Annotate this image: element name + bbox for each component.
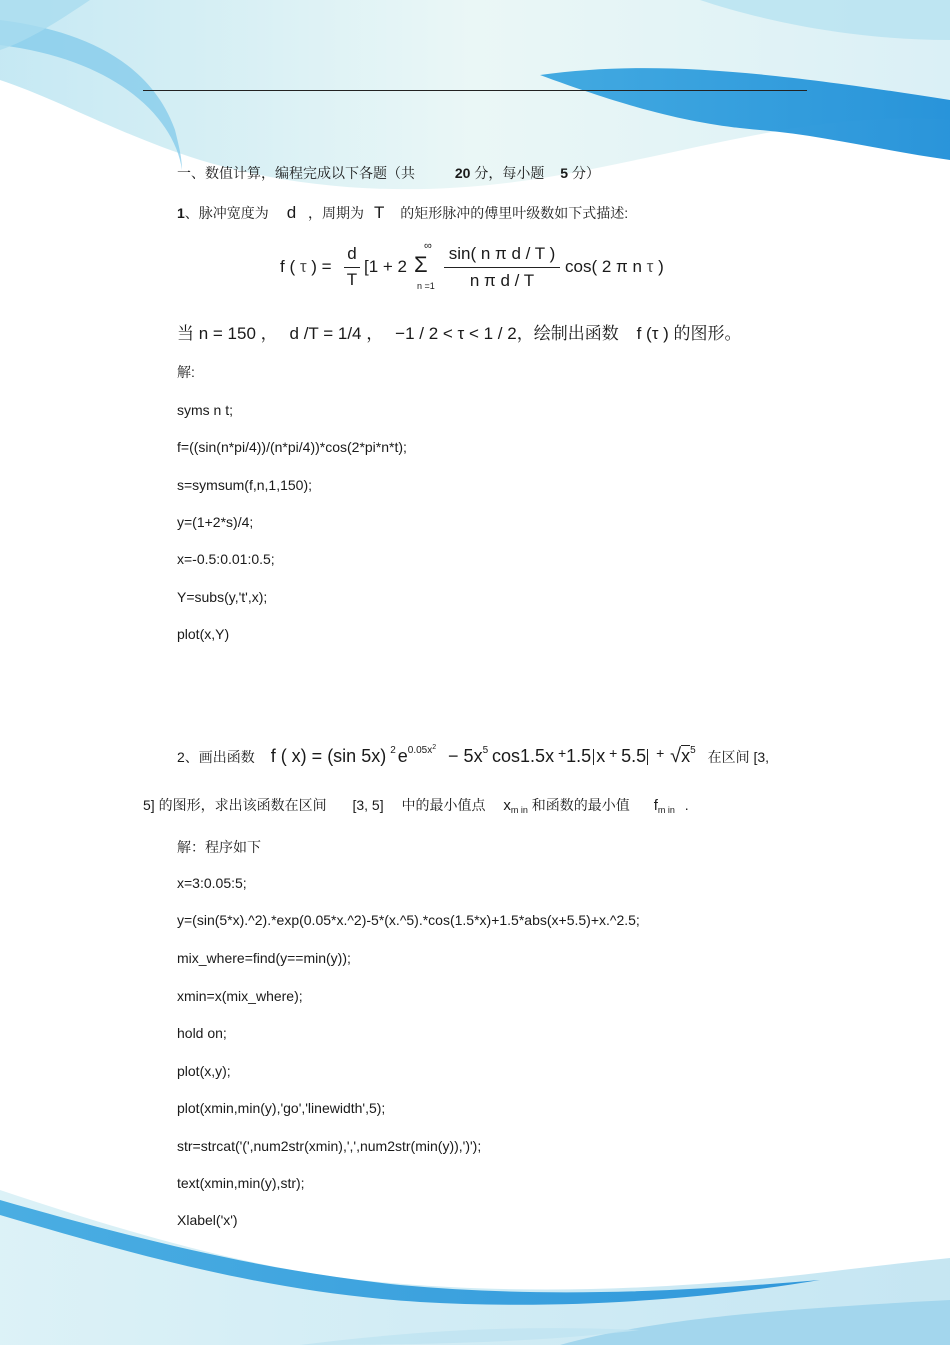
q2-statement-line2 <box>143 795 689 815</box>
formula-frac-d: d <box>347 244 357 263</box>
q1-code-line: plot(x,Y) <box>177 626 230 642</box>
section-title-mid: 分，每小题 <box>474 165 545 181</box>
q2-e-exp: 0.05x <box>407 745 433 756</box>
formula-frac-T: T <box>346 270 358 289</box>
q2-code-line: mix_where=find(y==min(y)); <box>177 950 351 966</box>
q2-code-line: text(xmin,min(y),str); <box>177 1175 305 1191</box>
q2-code-line: hold on; <box>177 1025 227 1041</box>
q2-code-line: str=strcat('(',num2str(xmin),',',num2str(min(y)),')'); <box>177 1138 482 1154</box>
formula-bracket: [1 + 2 <box>364 257 408 276</box>
formula-lhs: f ( τ ) = <box>280 257 332 276</box>
formula-main-frac-bar <box>444 267 560 268</box>
q1-conditions <box>177 319 742 344</box>
q2-plus-3: + <box>656 745 665 761</box>
q2-fx: f ( x) = (sin 5x) <box>270 746 387 766</box>
q2-cos: cos1.5x <box>492 746 555 766</box>
q2-e: e <box>397 746 408 766</box>
q2-sqrt-x: x <box>681 746 691 766</box>
q2-plus-1: + <box>557 745 567 761</box>
sqrt-icon: √ <box>670 745 682 767</box>
formula-sigma-bottom: n =1 <box>417 281 435 291</box>
section-title-prefix: 一、数值计算，编程完成以下各题（共 <box>177 165 415 181</box>
q2-line2-a: 5] 的图形，求出该函数在区间 <box>143 797 327 813</box>
q2-line2-interval: [3, 5] <box>352 797 384 813</box>
q2-code-line: y=(sin(5*x).^2).*exp(0.05*x.^2)-5*(x.^5).*cos(1.5*x)+1.5*abs(x+5.5)+x.^2.5; <box>177 912 640 928</box>
q1-text-b: ，周期为 <box>308 205 365 221</box>
q1-cond-ratio: d /T = 1/4 ， <box>289 324 384 343</box>
q1-code-line: f=((sin(n*pi/4))/(n*pi/4))*cos(2*pi*n*t); <box>177 439 407 455</box>
section-title <box>177 163 600 183</box>
q2-sqrt-exp: 5 <box>690 745 696 756</box>
q2-fmin: f <box>653 797 658 814</box>
q2-xmin: x <box>503 797 511 814</box>
q1-text-a: 、脉冲宽度为 <box>184 205 269 221</box>
q1-text-c: 的矩形脉冲的傅里叶级数如下式描述: <box>400 205 629 221</box>
q2-plus-2: + <box>609 745 618 761</box>
formula-sigma-top: ∞ <box>424 240 432 252</box>
q2-exp5: 5 <box>482 745 489 756</box>
q2-code-line: Xlabel('x') <box>177 1212 238 1228</box>
q2-fmin-sub: m in <box>657 805 675 815</box>
q1-code-line: Y=subs(y,'t',x); <box>177 589 268 605</box>
q2-xmin-sub: m in <box>510 805 528 815</box>
q2-code-line: xmin=x(mix_where); <box>177 988 303 1004</box>
q1-cond-range: −1 / 2 < τ < 1 / 2，绘制出函数 <box>395 324 619 343</box>
q1-code-line: s=symsum(f,n,1,150); <box>177 477 312 493</box>
formula-numerator: sin( n π d / T ) <box>448 244 556 263</box>
q2-code-line: plot(x,y); <box>177 1063 231 1079</box>
q1-code-line: syms n t; <box>177 402 234 418</box>
q1-cond-plot: f (τ ) 的图形。 <box>636 324 742 343</box>
q2-line2-end: . <box>684 797 689 813</box>
q1-var-T: T <box>373 203 385 222</box>
q1-statement <box>177 203 628 223</box>
formula-sigma: Σ <box>414 252 428 277</box>
q2-prefix: 2、画出函数 <box>177 749 255 765</box>
q2-code-line: x=3:0.05:5; <box>177 875 247 891</box>
q2-code-line: plot(xmin,min(y),'go','linewidth',5); <box>177 1100 386 1116</box>
q2-answer-label: 解：程序如下 <box>177 839 261 855</box>
formula-cos: cos( 2 π n τ ) <box>565 257 664 276</box>
q2-abs-x: x <box>596 746 606 766</box>
q1-number: 1 <box>177 205 185 221</box>
q1-answer-label: 解: <box>177 364 195 380</box>
q1-code-line: y=(1+2*s)/4; <box>177 514 254 530</box>
q1-cond-n: 当 n = 150 ， <box>177 324 278 343</box>
section-each-points: 5 <box>560 165 569 181</box>
q1-var-d: d <box>286 203 297 222</box>
q2-minus5x: − 5x <box>448 746 483 766</box>
q2-exp2: 2 <box>390 745 396 756</box>
formula-denominator: n π d / T <box>469 271 535 290</box>
q2-statement-line1 <box>177 745 769 768</box>
q1-code-line: x=-0.5:0.01:0.5; <box>177 551 275 567</box>
q2-line2-d: 和函数的最小值 <box>531 797 630 813</box>
section-title-end: 分） <box>571 165 600 181</box>
q2-coef-15: 1.5 <box>566 746 592 766</box>
section-points: 20 <box>454 165 471 181</box>
q2-const-55: 5.5 <box>621 746 647 766</box>
header-rule <box>143 90 807 91</box>
formula-frac-bar-dT <box>344 267 360 268</box>
q2-e-exp2: 2 <box>432 744 437 751</box>
q2-tail-1: 在区间 [3, <box>707 749 770 765</box>
q2-line2-c: 中的最小值点 <box>401 797 486 813</box>
